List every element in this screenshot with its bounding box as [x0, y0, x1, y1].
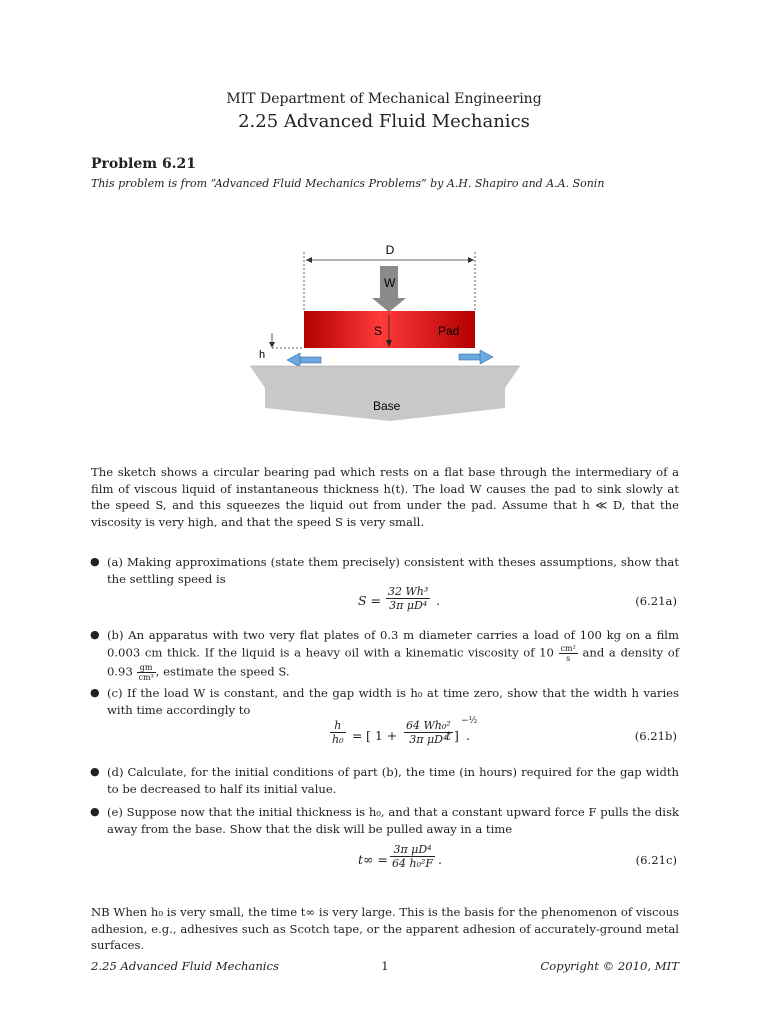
eq-b-open: [ 1 + — [366, 728, 398, 743]
eq-a-lhs: S = — [358, 593, 382, 608]
dens-unit-num: gm — [137, 663, 156, 673]
eq-b-tail: . — [466, 728, 470, 743]
visc-unit-num: cm² — [560, 643, 576, 653]
eq-b-exponent: −½ — [461, 716, 478, 726]
footer-course: 2.25 Advanced Fluid Mechanics — [91, 959, 279, 973]
part-d-text: (d) Calculate, for the initial conditions of part (b), the time (in hours) required for the gap width to be decreased to half its initial value. — [107, 765, 679, 796]
part-d — [90, 764, 679, 797]
part-c — [90, 685, 679, 718]
left-flow-arrow — [287, 353, 321, 367]
part-a — [90, 554, 679, 587]
part-b-text-1: (b) An apparatus with two very flat plates of 0.3 m diameter carries a load of 100 kg on a film 0.003 cm thick. If the liquid is a heavy oil with a kinematic viscosity of 10 — [107, 628, 679, 659]
eq-c-number: (6.21c) — [635, 853, 677, 867]
right-flow-arrow — [459, 350, 493, 364]
bullet-icon: ● — [90, 628, 100, 641]
dens-unit-den: cm³ — [138, 672, 154, 682]
visc-unit-den: s — [566, 653, 571, 663]
bearing-pad-figure — [245, 240, 535, 430]
label-D: D — [385, 243, 395, 257]
problem-source: This problem is from “Advanced Fluid Mechanics Problems” by A.H. Shapiro and A.A. Sonin — [91, 177, 605, 190]
equation-6-21a — [0, 585, 768, 617]
label-base: Base — [373, 399, 401, 413]
bullet-icon: ● — [90, 765, 100, 778]
eq-c-lhs: t∞ = — [358, 852, 388, 867]
part-b: ● (b) An apparatus with two very flat plates of 0.3 m diameter carries a load of 100 kg on a film 0.003 cm thick. If the liquid is a heavy oil with a kinematic viscosity of 10 $\frac{\text{cm²}}{s}$ and a density of 0.93 $\frac{gm}{\text{cm³}}$ , estimate the speed S. — [90, 628, 679, 682]
eq-a-denominator: 3π μD⁴ — [389, 599, 428, 612]
eq-a-number: (6.21a) — [635, 594, 677, 608]
label-S: S — [374, 324, 383, 338]
label-pad: Pad — [438, 324, 460, 338]
part-b-text-3: estimate the speed S. — [163, 664, 290, 678]
equation-6-21c — [0, 843, 768, 877]
eq-a-numerator: 32 Wh³ — [388, 585, 429, 598]
part-e — [90, 804, 679, 837]
eq-b-t: t — [446, 728, 452, 743]
equation-6-21b — [0, 716, 768, 756]
bullet-icon: ● — [90, 686, 100, 699]
eq-b-lhs-den: h₀ — [332, 733, 344, 746]
label-h: h — [259, 349, 266, 361]
part-c-text: (c) If the load W is constant, and the gap width is h₀ at time zero, show that the width h varies with time accordingly to — [107, 686, 679, 717]
eq-b-equals: = — [352, 728, 363, 743]
eq-c-numerator: 3π μD⁴ — [390, 843, 435, 857]
page-number: 1 — [381, 959, 389, 973]
eq-b-numerator: 64 Wh₀² — [406, 719, 451, 732]
problem-title: Problem 6.21 — [91, 156, 197, 172]
eq-c-denominator: 64 h₀²F — [392, 857, 434, 870]
part-a-text: (a) Making approximations (state them precisely) consistent with theses assumptions, show that the settling speed is — [107, 555, 679, 586]
course-title: 2.25 Advanced Fluid Mechanics — [238, 111, 530, 132]
eq-c-tail: . — [438, 852, 442, 867]
part-e-text: (e) Suppose now that the initial thickness is h₀, and that a constant upward force F pulls the disk away from the base. Show that the disk will be pulled away in a time — [107, 805, 679, 836]
intro-paragraph: The sketch shows a circular bearing pad which rests on a flat base through the intermediary of a film of viscous liquid of instantaneous thickness h(t). The load W causes the pad to sink slowly at the speed S, and this squeezes the liquid out from under the pad. Assume that h ≪ D, that the viscosity is very high, and that the speed S is very small. — [91, 465, 679, 529]
label-W: W — [384, 276, 396, 290]
eq-b-number: (6.21b) — [634, 729, 677, 743]
department-heading: MIT Department of Mechanical Engineering — [226, 91, 542, 107]
eq-a-tail: . — [436, 593, 440, 608]
footer-copyright: Copyright © 2010, MIT — [540, 959, 679, 973]
nb-paragraph: NB When h₀ is very small, the time t∞ is very large. This is the basis for the phenomenon of viscous adhesion, e.g., adhesives such as Scotch tape, or the apparent adhesion of accurately-ground metal surfaces. — [91, 905, 679, 952]
eq-b-lhs-num: h — [330, 719, 346, 733]
eq-b-denominator: 3π μD⁴ — [409, 733, 448, 746]
eq-b-close: ] — [454, 728, 459, 743]
bullet-icon: ● — [90, 555, 100, 568]
part-b-text-2: and a density of 0.93 — [107, 645, 679, 678]
bullet-icon: ● — [90, 805, 100, 818]
